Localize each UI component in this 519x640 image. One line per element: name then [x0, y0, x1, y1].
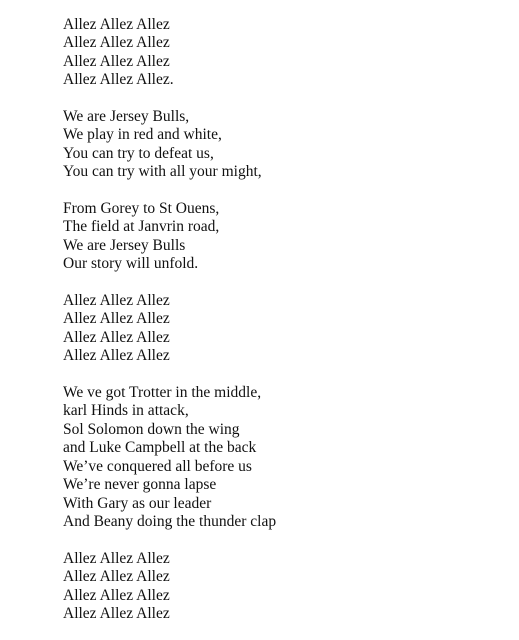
lyric-line: Allez Allez Allez	[63, 568, 170, 586]
lyric-line: Allez Allez Allez	[63, 328, 170, 346]
lyric-line: Allez Allez Allez	[63, 549, 170, 567]
lyric-line: Allez Allez Allez	[63, 34, 170, 52]
lyric-line: Allez Allez Allez	[63, 292, 170, 310]
lyric-line: Allez Allez Allez	[63, 52, 170, 70]
lyric-line: Allez Allez Allez	[63, 347, 170, 365]
stanza-6	[63, 550, 503, 624]
lyric-line: You can try to defeat us,	[63, 144, 214, 162]
lyric-line: Allez Allez Allez	[63, 586, 170, 604]
lyric-line: We’ve conquered all before us	[63, 457, 252, 475]
lyric-line: We are Jersey Bulls	[63, 236, 186, 254]
stanza-5	[63, 384, 503, 531]
stanza-2	[63, 108, 503, 182]
lyric-line: We are Jersey Bulls,	[63, 108, 190, 126]
lyric-line: And Beany doing the thunder clap	[63, 512, 277, 530]
lyric-line: From Gorey to St Ouens,	[63, 200, 220, 218]
lyric-line: Our story will unfold.	[63, 255, 199, 273]
lyric-line: With Gary as our leader	[63, 494, 212, 512]
lyric-line: Sol Solomon down the wing	[63, 420, 240, 438]
lyric-line: We’re never gonna lapse	[63, 476, 217, 494]
lyric-line: We ve got Trotter in the middle,	[63, 384, 262, 402]
lyric-line: The field at Janvrin road,	[63, 218, 220, 236]
lyric-line: and Luke Campbell at the back	[63, 439, 257, 457]
lyrics-text	[63, 16, 503, 623]
lyric-line: Allez Allez Allez	[63, 16, 170, 33]
lyric-line: Allez Allez Allez.	[63, 71, 174, 89]
lyric-line: Allez Allez Allez	[63, 604, 170, 622]
stanza-4	[63, 292, 503, 366]
lyric-line: karl Hinds in attack,	[63, 402, 189, 420]
lyric-line: You can try with all your might,	[63, 163, 262, 181]
stanza-1	[63, 16, 503, 90]
lyric-line: We play in red and white,	[63, 126, 222, 144]
stanza-3	[63, 200, 503, 274]
lyric-line: Allez Allez Allez	[63, 310, 170, 328]
